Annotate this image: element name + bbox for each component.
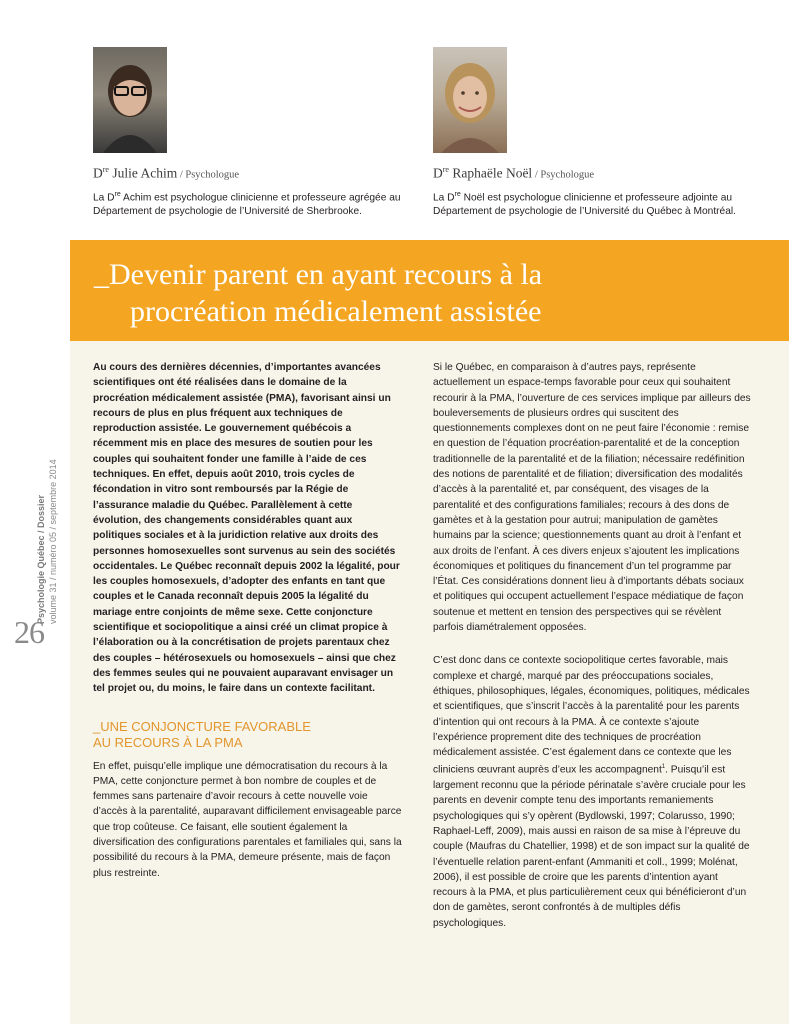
article-title-line2: procréation médicalement assistée [130, 295, 542, 328]
body-paragraph: En effet, puisqu’elle implique une démocratisation du recours à la PMA, cette conjoncture permet à bon nombre de couples et de femmes sans partenaire d’avoir recours à cette nouvelle voie d’accès à la parentalité, auparavant difficilement envisageable parce que trop coûteuse. Ce faisant, elle soutient également la diversification des configurations parentales et familiales qui, sans la possibilité du recours à la PMA, demeure présente, mais de façon plus restreinte. [93, 760, 402, 879]
body-paragraph: C’est donc dans ce contexte sociopolitique certes favorable, mais complexe et chargé, marqué par des préoccupations sociales, éthiques, philosophiques, légales, économiques, politiques, médicales et scientifiques, que s’inscrit l’accès à la parentalité pour les parents d’intention qui ont recours à la PMA. À ce contexte s’ajoute l’expérience proprement dite des techniques de procréation médicalement assistée. C’est également dans ce contexte que les cliniciens œuvrant auprès d’eux les accompagnent$^1$. Puisqu’il est largement reconnu que la période périnatale s’avère cruciale pour les parents en devenir compte tenu des importants remaniements psychologiques qui s’y opèrent (Bydlowski, 1997; Colarusso, 1990; Raphael-Leff, 2009), mais aussi en raison de sa mise à l’épreuve du couple (Maufras du Chatellier, 1998) et de son impact sur la qualité de l’éventuelle relation parent-enfant (Ammaniti et coll., 1999; Molénat, 2006), il est possible de croire que les parents d’intention ayant recours à la PMA, et plus particulièrement ceux qui bénéficieront d’un don de gamètes, seront confrontés à de multiples défis psychologiques. [433, 655, 750, 929]
author-block-achim [93, 47, 433, 220]
column-right [433, 360, 753, 931]
page-number: 26 [14, 614, 44, 650]
title-banner [70, 240, 789, 341]
author-role: / Psychologue [532, 169, 595, 181]
author-role: / Psychologue [177, 169, 240, 181]
author-photo [93, 47, 167, 153]
author-bio: La Dre Achim est psychologue clinicienne et professeure agrégée au Département de psychologie de l’Université de Sherbrooke. [93, 190, 401, 218]
journal-name: Psychologie Québec / Dossier [36, 494, 46, 624]
author-photo [433, 47, 507, 153]
section-heading: _UNE CONJONCTURE FAVORABLE AU RECOURS À LA PMA [93, 718, 311, 750]
column-left [93, 360, 403, 881]
author-bio: La Dre Noël est psychologue clinicienne et professeure adjointe au Département de psychologie de l’Université du Québec à Montréal. [433, 190, 736, 218]
body-paragraph: Si le Québec, en comparaison à d’autres pays, représente actuellement un espace-temps favorable pour ceux qui souhaitent recourir à la PMA, l’ouverture de ces services implique par ailleurs des bouleversements de plusieurs ordres qui suscitent des questionnements complexes dont on ne peut faire l’économie : remise en question de l’équation procréation-parentalité et de la conception traditionnelle de la parentalité et de la filiation; nécessaire redéfinition des notions de parentalité et de filiation; diversification des modalités d’accès à la parentalité et, par conséquent, des visages de la parentalité et des configurations familiales; recours à des dons de gamètes et à la gestation pour autrui; manipulation de gamètes humains par la science; questionnements quant au droit à l’enfant et aux droits de l’enfant. À ces divers enjeux s’ajoutent les implications économiques et politiques du financement d’un tel programme par l’État. Ces considérations donnent lieu à d’importants débats sociaux et politiques qui occupent actuellement l’espace médiatique de façon soutenue et mettent en tension des perspectives qui se révèlent parfois diamétralement opposées. [433, 362, 751, 634]
issue-info: volume 31 / numéro 05 / septembre 2014 [48, 459, 58, 624]
article-title [94, 256, 754, 330]
author-block-noel [433, 47, 773, 220]
author-name: Dre Raphaële Noël / Psychologue [433, 165, 595, 181]
article-title-line1: _Devenir parent en ayant recours à la [94, 258, 543, 291]
author-name: Dre Julie Achim / Psychologue [93, 165, 240, 181]
intro-paragraph: Au cours des dernières décennies, d’importantes avancées scientifiques ont été réalisées dans le domaine de la procréation médicalement assistée (PMA), favorisant ainsi un recours de plus en plus fréquent aux techniques de reproduction assistée. Le gouvernement québécois a récemment mis en place des mesures de soutien pour les couples qui souhaitent fonder une famille à l’aide de ces techniques. En effet, depuis août 2010, trois cycles de fécondation in vitro sont remboursés par la Régie de l’assurance maladie du Québec. Parallèlement à cette évolution, des changements considérables quant aux politiques sociales et à la juridiction relative aux droits des personnes homosexuelles sont survenus au sein des sociétés occidentales. Le Québec reconnaît depuis 2002 la légalité, pour les couples homosexuels, d’adopter des enfants en tant que couples et le Canada reconnaît depuis 2005 la légalité du mariage entre conjoints de même sexe. Cette conjoncture scientifique et sociopolitique a ainsi créé un climat propice à l’élaboration ou à la concrétisation de projets parentaux chez des couples – hétérosexuels ou homosexuels – ainsi que chez des femmes seules qui ne pouvaient auparavant envisager un tel projet ou, du moins, le faire dans un contexte facilitant. [93, 362, 400, 695]
